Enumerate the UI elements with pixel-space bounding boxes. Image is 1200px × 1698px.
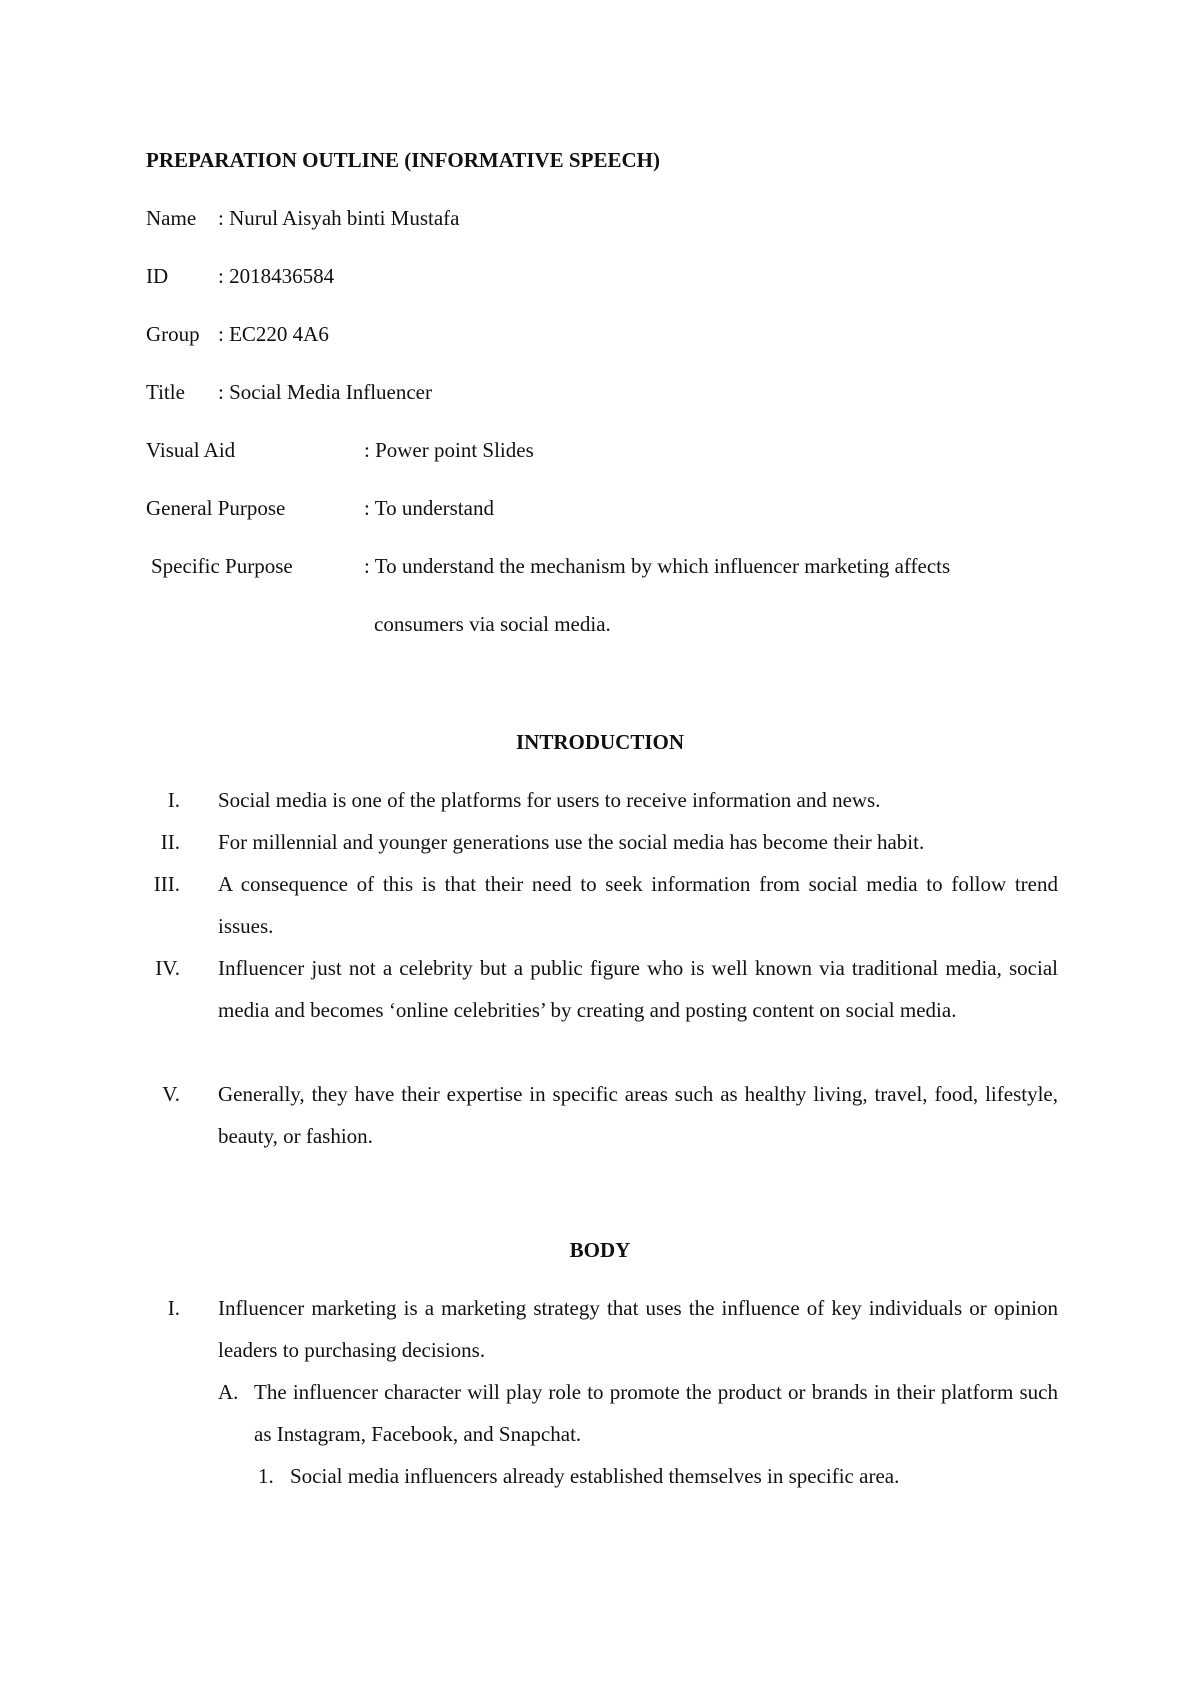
body-subitem-1-number: 1. [258,1464,274,1488]
intro-item-4-text: Influencer just not a celebrity but a public figure who is well known via traditional media, social media and becomes ‘online celebrities’ by creating and posting content on social media. [218,956,1058,1022]
visual-aid-label: Visual Aid [146,438,236,462]
id-value: : 2018436584 [218,264,335,288]
group-label: Group [146,322,200,346]
name-value: : Nurul Aisyah binti Mustafa [218,206,460,230]
specific-purpose-value-line2: consumers via social media. [374,612,611,636]
body-heading: BODY [569,1238,631,1262]
document-title: PREPARATION OUTLINE (INFORMATIVE SPEECH) [146,148,660,172]
general-purpose-label: General Purpose [146,496,286,520]
group-value: : EC220 4A6 [218,322,329,346]
intro-item-5-number: V. [162,1082,180,1106]
title-value: : Social Media Influencer [218,380,432,404]
body-subitem-1-text: Social media influencers already established themselves in specific area. [290,1464,900,1488]
body-subitem-a-text: The influencer character will play role to promote the product or brands in their platform such as Instagram, Facebook, and Snapchat. [254,1380,1058,1446]
intro-item-1-number: I. [167,788,180,812]
body-item-1-number: I. [167,1296,180,1320]
intro-item-3-number: III. [153,872,180,896]
intro-item-5-text: Generally, they have their expertise in specific areas such as healthy living, travel, food, lifestyle, beauty, or fashion. [218,1082,1058,1148]
intro-item-1-text: Social media is one of the platforms for users to receive information and news. [218,788,881,812]
specific-purpose-label: Specific Purpose [151,554,293,578]
intro-item-2-number: II. [160,830,180,854]
body-item-1-text: Influencer marketing is a marketing strategy that uses the influence of key individuals or opinion leaders to purchasing decisions. [218,1296,1058,1362]
intro-item-3-text: A consequence of this is that their need to seek information from social media to follow trend issues. [218,872,1058,938]
name-label: Name [146,206,197,230]
specific-purpose-value-line1: : To understand the mechanism by which influencer marketing affects [364,554,951,578]
intro-item-2-text: For millennial and younger generations use the social media has become their habit. [218,830,925,854]
visual-aid-value: : Power point Slides [364,438,534,462]
general-purpose-value: : To understand [364,496,494,520]
introduction-heading: INTRODUCTION [515,730,685,754]
intro-item-4-number: IV. [155,956,180,980]
id-label: ID [146,264,169,288]
body-subitem-a-letter: A. [218,1380,239,1404]
title-label: Title [146,380,185,404]
